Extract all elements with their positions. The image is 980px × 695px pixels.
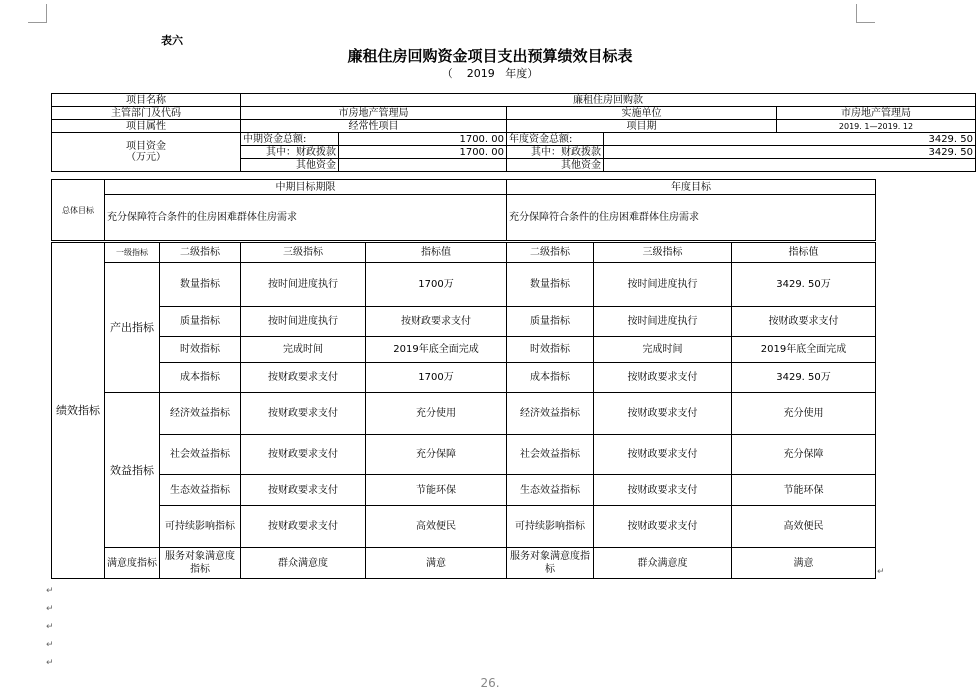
table-row-l3-b: 按财政要求支付 — [594, 435, 732, 475]
impl-unit-value: 市房地产管理局 — [777, 107, 976, 120]
table-row-l2: 社会效益指标 — [160, 435, 241, 475]
table-row-value: 满意 — [366, 548, 507, 579]
col-value: 指标值 — [366, 243, 507, 263]
mid-other-value — [339, 159, 507, 172]
paragraph-mark: ↵ — [46, 658, 54, 668]
paragraph-mark: ↵ — [46, 604, 54, 614]
table-row-l2: 经济效益指标 — [160, 393, 241, 435]
table-row-l3: 按时间进度执行 — [241, 263, 366, 307]
year-fiscal-value: 3429. 50 — [604, 146, 976, 159]
paragraph-mark: ↵ — [46, 586, 54, 596]
satisfaction-label: 满意度指标 — [105, 548, 160, 579]
perf-side-label: 绩效指标 — [52, 243, 105, 579]
table-row-value-b: 充分保障 — [732, 435, 876, 475]
project-name-label: 项目名称 — [52, 94, 241, 107]
year-total-value: 3429. 50 — [604, 133, 976, 146]
col-value-b: 指标值 — [732, 243, 876, 263]
year-other-value — [604, 159, 976, 172]
col-level3-b: 三级指标 — [594, 243, 732, 263]
attr-value: 经常性项目 — [241, 120, 507, 133]
period-value: 2019. 1—2019. 12 — [777, 120, 976, 133]
table-row-l2: 可持续影响指标 — [160, 506, 241, 548]
mid-fiscal-value: 1700. 00 — [339, 146, 507, 159]
table-row-l2-b: 服务对象满意度指标 — [507, 548, 594, 579]
table-row-l3-b: 按财政要求支付 — [594, 363, 732, 393]
dept-value: 市房地产管理局 — [241, 107, 507, 120]
table-row-value: 充分使用 — [366, 393, 507, 435]
table-row-l3-b: 按财政要求支付 — [594, 393, 732, 435]
table-row-l2: 时效指标 — [160, 337, 241, 363]
table-row-l3: 完成时间 — [241, 337, 366, 363]
fund-unit-text: （万元） — [126, 152, 166, 163]
year-goal-text: 充分保障符合条件的住房困难群体住房需求 — [507, 195, 876, 241]
table-row-value: 节能环保 — [366, 475, 507, 506]
table-row-l3: 按财政要求支付 — [241, 475, 366, 506]
table-end-mark: ↵ — [877, 567, 885, 577]
table-row-l3-b: 按财政要求支付 — [594, 475, 732, 506]
table-row-l3-b: 按时间进度执行 — [594, 307, 732, 337]
table-row-l3: 群众满意度 — [241, 548, 366, 579]
period-label: 项目期 — [507, 120, 777, 133]
table-row-l2: 质量指标 — [160, 307, 241, 337]
fund-label-text: 项目资金 — [126, 141, 166, 152]
col-level2-b: 二级指标 — [507, 243, 594, 263]
table-row-value-b: 3429. 50万 — [732, 363, 876, 393]
table-row-value: 2019年底全面完成 — [366, 337, 507, 363]
paragraph-mark: ↵ — [46, 622, 54, 632]
table-row-l3: 按财政要求支付 — [241, 435, 366, 475]
table-row-l2-b: 成本指标 — [507, 363, 594, 393]
col-level2: 二级指标 — [160, 243, 241, 263]
crop-mark-right — [856, 4, 875, 23]
col-level1: 一级指标 — [105, 243, 160, 263]
year-total-label: 年度资金总额: — [507, 133, 604, 146]
table-row-l3-b: 完成时间 — [594, 337, 732, 363]
table-row-l3-b: 群众满意度 — [594, 548, 732, 579]
mid-fiscal-label: 其中：财政拨款 — [241, 146, 339, 159]
table-row-l2-b: 生态效益指标 — [507, 475, 594, 506]
year-goal-header: 年度目标 — [507, 180, 876, 195]
mid-total-label: 中期资金总额: — [241, 133, 339, 146]
year-fiscal-label: 其中：财政拨款 — [507, 146, 604, 159]
page-title: 廉租住房回购资金项目支出预算绩效目标表 — [347, 47, 633, 65]
year-other-label: 其他资金 — [507, 159, 604, 172]
dept-label: 主管部门及代码 — [52, 107, 241, 120]
table-row-value-b: 2019年底全面完成 — [732, 337, 876, 363]
page-number: 26. — [480, 676, 500, 690]
table-label: 表六 — [161, 34, 183, 47]
col-level3: 三级指标 — [241, 243, 366, 263]
paragraph-mark: ↵ — [46, 640, 54, 650]
table-row-l2: 成本指标 — [160, 363, 241, 393]
mid-other-label: 其他资金 — [241, 159, 339, 172]
table-row-value-b: 按财政要求支付 — [732, 307, 876, 337]
table-row-l3-b: 按时间进度执行 — [594, 263, 732, 307]
table-row-l3-b: 按财政要求支付 — [594, 506, 732, 548]
table-row-value: 充分保障 — [366, 435, 507, 475]
output-label: 产出指标 — [105, 263, 160, 393]
table-row-l3: 按财政要求支付 — [241, 506, 366, 548]
table-row-value: 高效便民 — [366, 506, 507, 548]
mid-total-value: 1700. 00 — [339, 133, 507, 146]
mid-goal-text: 充分保障符合条件的住房困难群体住房需求 — [105, 195, 507, 241]
table-row-l2: 生态效益指标 — [160, 475, 241, 506]
table-row-value-b: 高效便民 — [732, 506, 876, 548]
table-row-l3: 按时间进度执行 — [241, 307, 366, 337]
table-row-l2: 服务对象满意度指标 — [160, 548, 241, 579]
table-row-value-b: 充分使用 — [732, 393, 876, 435]
benefit-label: 效益指标 — [105, 393, 160, 548]
header-table — [51, 93, 976, 172]
project-name-value: 廉租住房回购款 — [241, 94, 976, 107]
table-row-l2-b: 时效指标 — [507, 337, 594, 363]
table-row-value-b: 节能环保 — [732, 475, 876, 506]
table-row-l3: 按财政要求支付 — [241, 363, 366, 393]
table-row-value-b: 满意 — [732, 548, 876, 579]
table-row-value: 1700万 — [366, 363, 507, 393]
table-row-value-b: 3429. 50万 — [732, 263, 876, 307]
crop-mark-left — [28, 4, 47, 23]
fund-label — [52, 133, 241, 172]
table-row-l3: 按财政要求支付 — [241, 393, 366, 435]
table-row-value: 1700万 — [366, 263, 507, 307]
table-row-l2-b: 经济效益指标 — [507, 393, 594, 435]
attr-label: 项目属性 — [52, 120, 241, 133]
table-row-l2-b: 可持续影响指标 — [507, 506, 594, 548]
year-line: （ 2019 年度） — [441, 67, 539, 80]
mid-goal-header: 中期目标期限 — [105, 180, 507, 195]
table-row-l2-b: 数量指标 — [507, 263, 594, 307]
goals-table — [51, 179, 876, 241]
table-row-l2: 数量指标 — [160, 263, 241, 307]
table-row-l2-b: 社会效益指标 — [507, 435, 594, 475]
goals-side-label: 总体目标 — [52, 180, 105, 241]
table-row-l2-b: 质量指标 — [507, 307, 594, 337]
table-row-value: 按财政要求支付 — [366, 307, 507, 337]
perf-table — [51, 242, 876, 579]
impl-unit-label: 实施单位 — [507, 107, 777, 120]
